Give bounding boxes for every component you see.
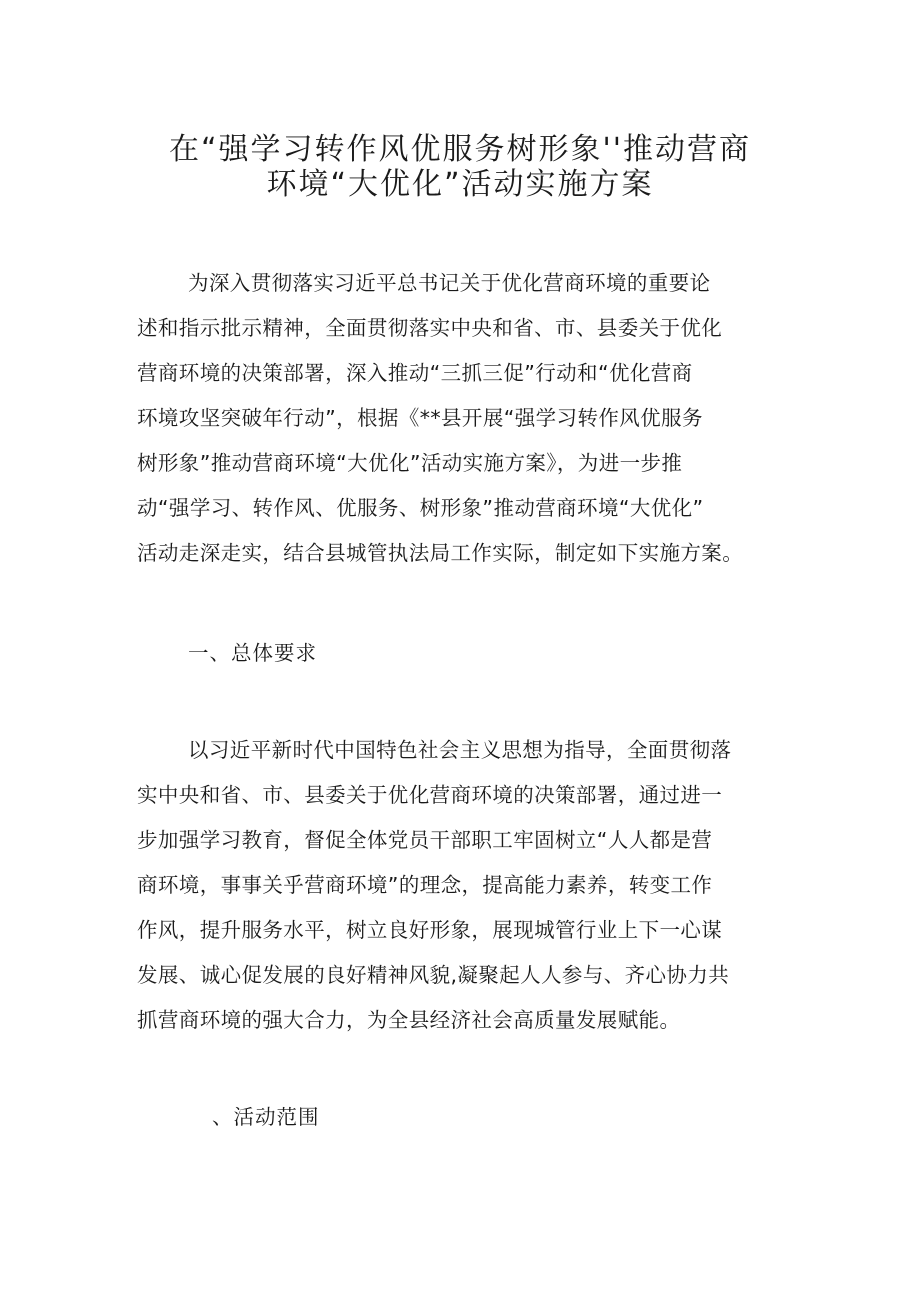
section-2-heading: 、活动范围 <box>212 1105 320 1129</box>
section-1-line-1: 以习近平新时代中国特色社会主义思想为指导，全面贯彻落 <box>188 738 732 762</box>
intro-line-1: 为深入贯彻落实习近平总书记关于优化营商环境的重要论 <box>188 271 711 295</box>
intro-line-5: 树形象”推动营商环境“大优化”活动实施方案》，为进一步推 <box>137 451 683 475</box>
section-1-heading: 一、总体要求 <box>188 641 317 665</box>
document-title-line-1: 在“强学习转作风优服务树形象''推动营商 <box>168 132 752 167</box>
section-1-line-3: 步加强学习教育，督促全体党员干部职工牢固树立“人人都是营 <box>137 828 713 852</box>
intro-line-3: 营商环境的决策部署，深入推动“三抓三促”行动和“优化营商 <box>137 361 693 385</box>
document-title-line-2: 环境“大优化”活动实施方案 <box>266 167 654 202</box>
intro-line-7: 活动走深走实，结合县城管执法局工作实际，制定如下实施方案。 <box>137 541 744 565</box>
intro-line-6: 动“强学习、转作风、优服务、树形象”推动营商环境“大优化” <box>137 496 704 520</box>
intro-line-2: 述和指示批示精神，全面贯彻落实中央和省、市、县委关于优化 <box>137 316 723 340</box>
section-1-line-6: 发展、诚心促发展的良好精神风貌,凝聚起人人参与、齐心协力共 <box>137 963 730 987</box>
section-1-line-4: 商环境，事事关乎营商环境”的理念，提高能力素养，转变工作 <box>137 873 713 897</box>
section-1-line-5: 作风，提升服务水平，树立良好形象，展现城管行业上下一心谋 <box>137 918 723 942</box>
intro-line-4: 环境攻坚突破年行动”，根据《**县开展“强学习转作风优服务 <box>137 406 703 430</box>
section-1-line-2: 实中央和省、市、县委关于优化营商环境的决策部署，通过进一 <box>137 783 723 807</box>
section-1-line-7: 抓营商环境的强大合力，为全县经济社会高质量发展赋能。 <box>137 1008 681 1032</box>
